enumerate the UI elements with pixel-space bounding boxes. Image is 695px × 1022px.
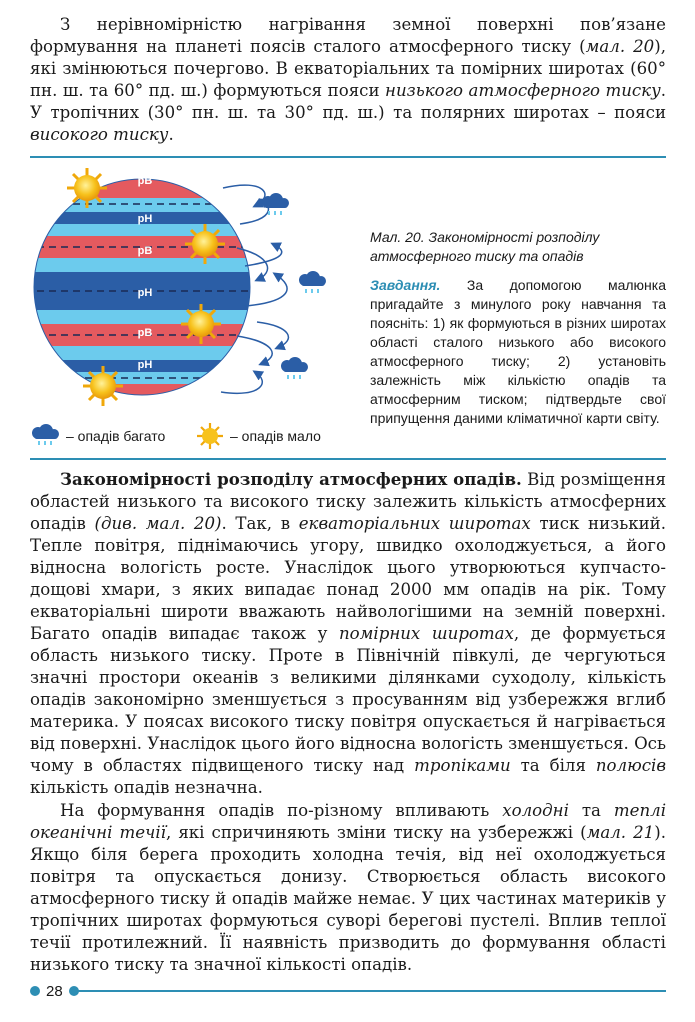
task-label: Завдання. bbox=[370, 277, 441, 293]
page-number: 28 bbox=[46, 982, 63, 1000]
intro-paragraph: З нерівномірністю нагрівання земної поверхні пов’язане формування на планеті поясів сталого атмосферного тиску (мал. 20), які змінюються почергово. В екваторіальних та помірних широтах (60° пн. ш. та 60° пд. ш.) формуються пояси низького атмосферного тиску. У тропічних (30° пн. ш. та 30° пд. ш.) та полярних широтах – пояси високого тиску. bbox=[30, 15, 666, 144]
footer-rule bbox=[70, 990, 666, 992]
sun-icon bbox=[196, 422, 224, 450]
figure-caption: Мал. 20. Закономірності розподілу атмосферного тиску та опадів bbox=[370, 229, 600, 264]
pressure-globe-figure bbox=[25, 160, 365, 420]
band-label-high: рВ bbox=[137, 327, 153, 339]
band-label-low: рН bbox=[137, 287, 153, 299]
section-heading: Закономірності розподілу атмосферних опадів. bbox=[60, 469, 522, 489]
legend-rain bbox=[28, 422, 165, 450]
band-label-high: рВ bbox=[137, 175, 153, 187]
figure-bottom-rule bbox=[30, 458, 666, 460]
currents-paragraph: На формування опадів по-різному впливають холодні та теплі океанічні течії, які спричиняють зміни тиску на узбережжі (мал. 21). Якщо біля берега проходить холодна течія, від неї охолоджується повітря та опускається донизу. Створюється область високого атмосферного тиску й опадів майже немає. У цих частинах материків у тропічних широтах формуються суворі берегові пустелі. Вплив теплої течії протилежний. Її наявність призводить до формування області низького тиску та значної кількості опадів. bbox=[30, 801, 667, 974]
figure-top-rule bbox=[30, 156, 666, 158]
section-paragraph: Закономірності розподілу атмосферних опадів. Від розміщення областей низького та високого тиску залежить кількість атмосферних опадів (див. мал. 20). Так, в екваторіальних широтах тиск низький. Тепле повітря, піднімаючись угору, швидко охолоджується, а його відносна вологість росте. Унаслідок цього утворюються купчасто-дощові хмари, з яких випадає понад 2000 мм опадів на рік. Тому екваторіальні широти вважають найвологішими на земній поверхні. Багато опадів випадає також у помірних широтах, де формується область низького тиску. Проте в Північній півкулі, де чергуються значні простори океанів з великими ділянками суходолу, кількість опадів закономірно зменшується з просуванням від узбережжя вглиб материка. У поясах високого тиску повітря опускається й нагрівається від поверхні. Унаслідок цього його відносна вологість зменшується. Ось чому в областях підвищеного тиску над тропіками та біля полюсів кількість опадів незначна. bbox=[30, 469, 667, 797]
legend-rain-label: – опадів багато bbox=[66, 428, 166, 444]
band-label-high: рВ bbox=[137, 245, 153, 257]
band-label-high: рВ bbox=[137, 397, 153, 409]
task-text: За допомогою малюнка пригадайте з минулого року навчання та поясніть: 1) як формуються в різних широтах області сталого низького або високого атмосферного тиску; 2) установіть залежність між кількістю опадів та атмосферним тиском; підтвердьте свої припущення даними кліматичної карти світу. bbox=[370, 277, 666, 426]
task-box bbox=[370, 276, 666, 428]
footer-dot-icon bbox=[30, 986, 40, 996]
band-label-low: рН bbox=[137, 213, 153, 225]
legend-sun-label: – опадів мало bbox=[230, 428, 321, 444]
band-label-low: рН bbox=[137, 359, 153, 371]
rain-cloud-icon bbox=[28, 424, 62, 448]
legend-sun bbox=[196, 422, 321, 450]
